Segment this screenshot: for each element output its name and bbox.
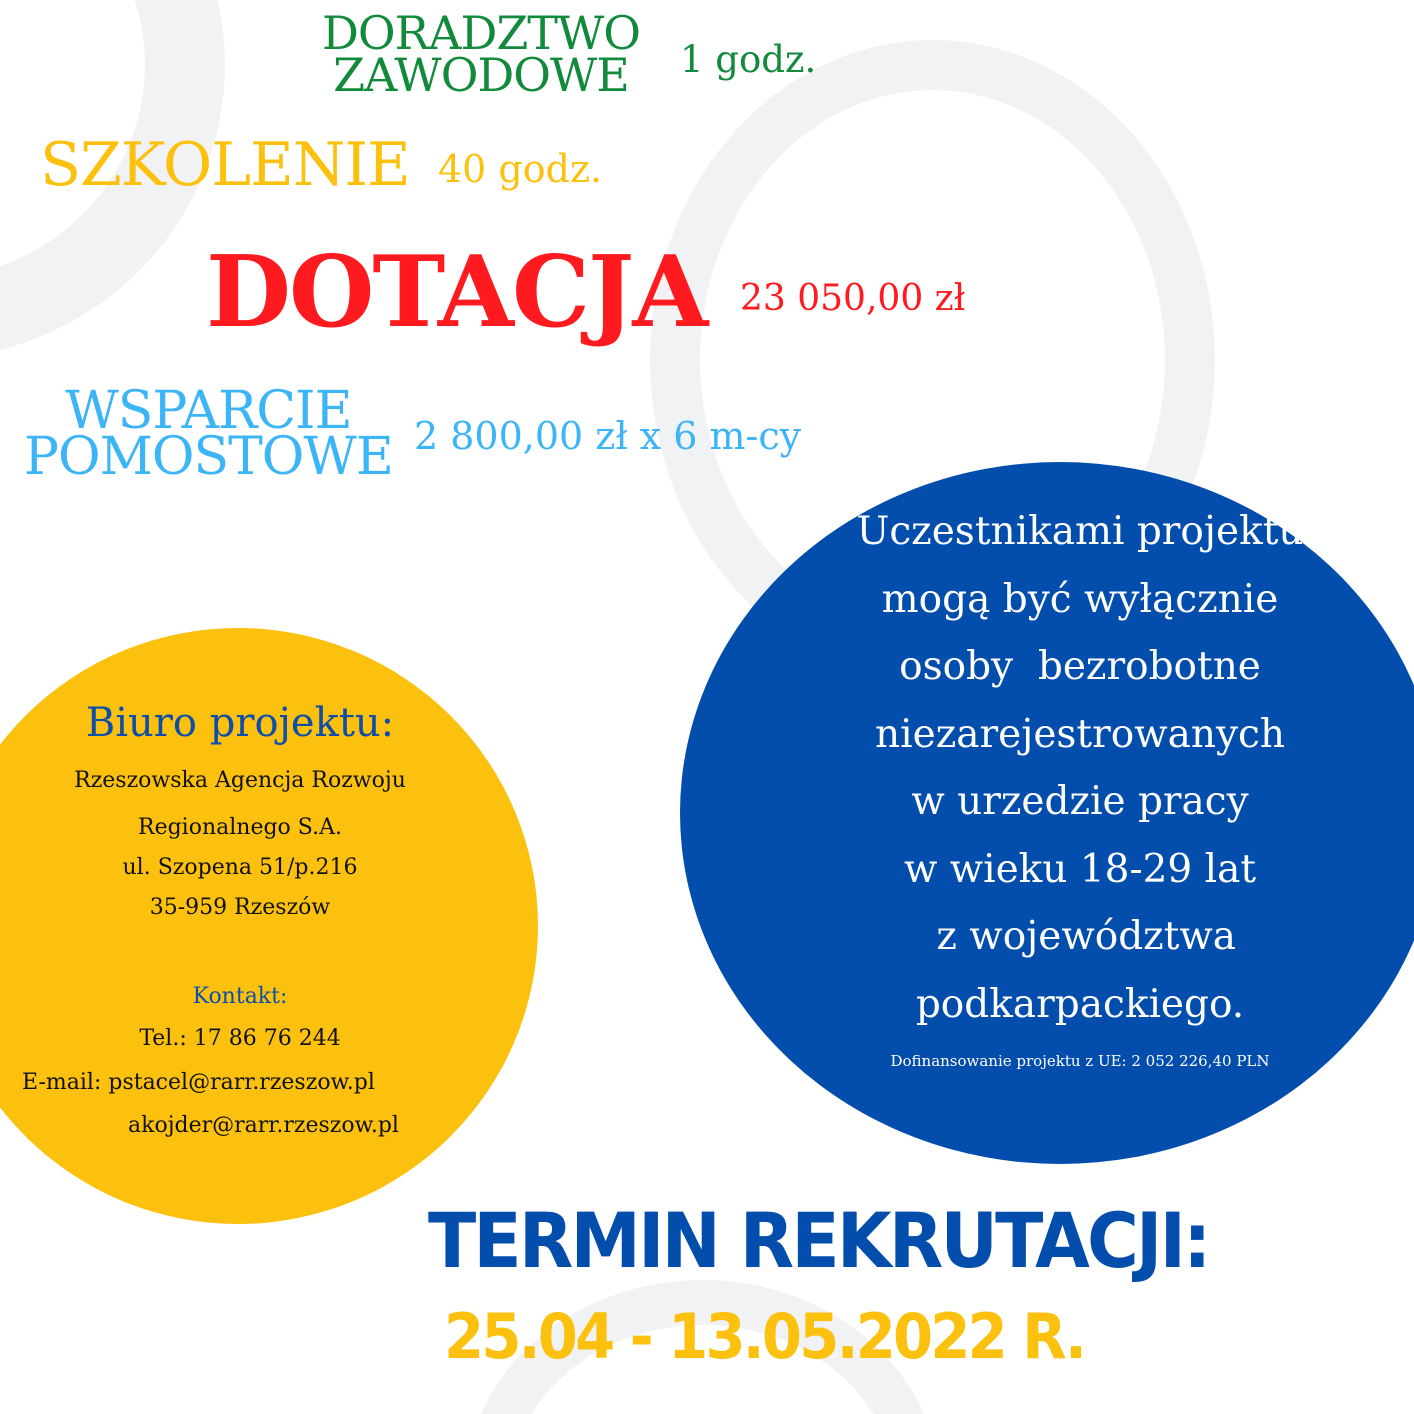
eligibility-line: podkarpackiego. <box>915 981 1245 1027</box>
contact-title: Kontakt: <box>192 984 288 1009</box>
recruitment-dates: 25.04 - 13.05.2022 R. <box>444 1300 1085 1373</box>
office-title: Biuro projektu: <box>85 700 395 746</box>
eligibility-line: w wieku 18-29 lat <box>903 846 1257 892</box>
office-address-line: Regionalnego S.A. <box>138 815 342 840</box>
grant-amount: 23 050,00 zł <box>740 278 966 319</box>
office-address-line: Rzeszowska Agencja Rozwoju <box>74 768 406 793</box>
contact-phone: Tel.: 17 86 76 244 <box>139 1026 341 1051</box>
bridge-support-title <box>24 381 393 487</box>
eligibility-line: mogą być wyłącznie <box>881 576 1279 622</box>
counseling-title-line2: ZAWODOWE <box>333 48 629 102</box>
training-title: SZKOLENIE <box>40 130 410 200</box>
training-hours: 40 godz. <box>438 147 603 191</box>
eligibility-line: w urzedzie pracy <box>911 779 1249 824</box>
contact-email-1: E-mail: pstacel@rarr.rzeszow.pl <box>22 1070 375 1095</box>
counseling-hours: 1 godz. <box>680 38 817 81</box>
eligibility-line: osoby bezrobotne <box>899 644 1261 689</box>
recruitment-title: TERMIN REKRUTACJI: <box>428 1196 1209 1285</box>
counseling-title-line1: DORADZTWO <box>322 6 640 60</box>
contact-email-2: akojder@rarr.rzeszow.pl <box>128 1113 399 1138</box>
funding-note: Dofinansowanie projektu z UE: 2 052 226,40 PLN <box>890 1052 1270 1070</box>
bridge-support-amount: 2 800,00 zł x 6 m-cy <box>414 414 802 458</box>
bridge-support-title-line2: POMOSTOWE <box>24 427 393 487</box>
grant-title: DOTACJA <box>206 235 707 350</box>
office-address-line: ul. Szopena 51/p.216 <box>122 855 358 880</box>
office-address-line: 35-959 Rzeszów <box>149 895 331 920</box>
eligibility-text <box>790 498 1370 1038</box>
bridge-support-title-line1: WSPARCIE <box>65 381 352 441</box>
counseling-title <box>322 6 640 102</box>
eligibility-line: niezarejestrowanych <box>875 711 1285 757</box>
eligibility-line: z województwa <box>923 914 1237 959</box>
eligibility-line: Uczestnikami projektu <box>856 509 1304 554</box>
